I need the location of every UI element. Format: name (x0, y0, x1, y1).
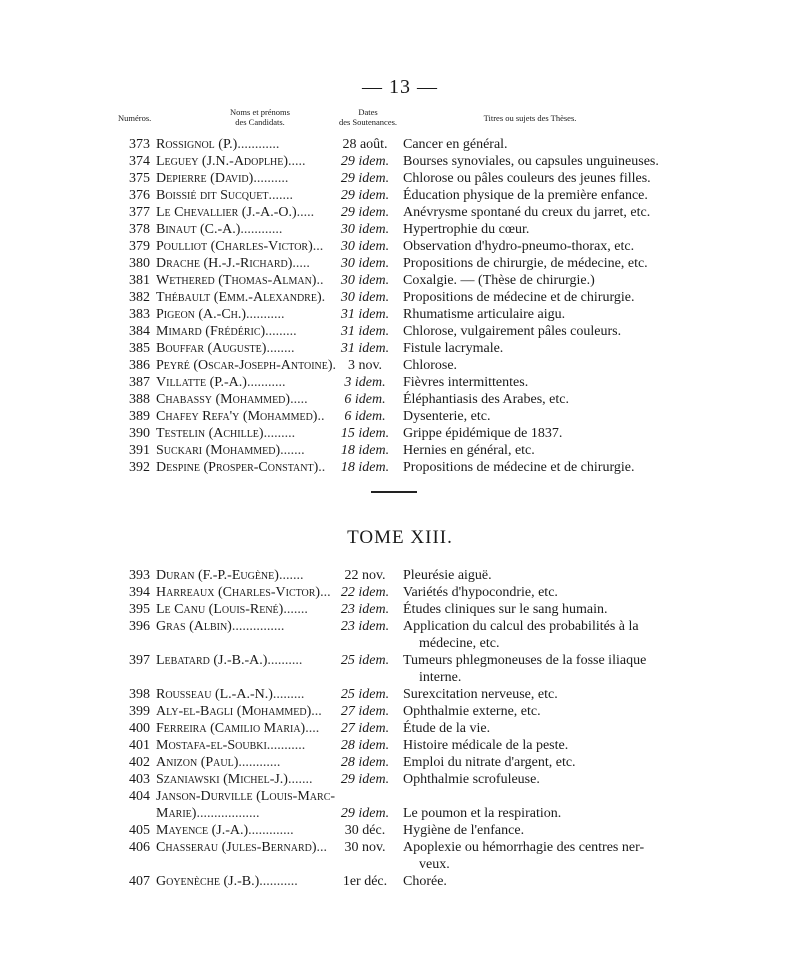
candidate-name: Drache (H.-J.-Richard) (156, 256, 293, 271)
table-row (0, 255, 800, 272)
thesis-number: 406 (129, 840, 150, 855)
defense-date: 6 idem. (344, 392, 386, 407)
defense-date: 30 idem. (340, 273, 390, 288)
leader-dots: ....... (283, 602, 308, 617)
thesis-title: Études cliniques sur le sang humain. (403, 602, 608, 617)
thesis-title: Propositions de chirurgie, de médecine, etc. (403, 256, 648, 271)
candidate-name: Aly-el-Bagli (Mohammed) (156, 704, 312, 719)
table-row (0, 805, 800, 822)
defense-date: 25 idem. (340, 687, 390, 702)
leader-dots: . (332, 358, 337, 373)
thesis-number: 405 (129, 823, 150, 838)
thesis-title: Bourses synoviales, ou capsules unguineuses. (403, 154, 659, 169)
thesis-number: 400 (129, 721, 150, 736)
thesis-number: 388 (129, 392, 150, 407)
candidate-name: Despine (Prosper-Constant) (156, 460, 319, 475)
thesis-title: Hernies en général, etc. (403, 443, 535, 458)
candidate-cell (156, 805, 332, 822)
defense-date: 30 idem. (340, 222, 390, 237)
thesis-title: Grippe épidémique de 1837. (403, 426, 563, 441)
leader-dots: ..... (296, 205, 315, 220)
table-row (0, 839, 800, 856)
header-noms-line1: Noms et prénoms (230, 107, 290, 117)
candidate-cell (156, 272, 332, 289)
thesis-title: Fièvres intermittentes. (403, 375, 529, 390)
defense-date: 18 idem. (340, 443, 390, 458)
thesis-title: Anévrysme spontané du creux du jarret, etc. (403, 205, 651, 220)
table-row (0, 822, 800, 839)
candidate-name: Villatte (P.-A.) (156, 375, 247, 390)
table-row (0, 703, 800, 720)
defense-date: 27 idem. (340, 721, 390, 736)
thesis-title: Histoire médicale de la peste. (403, 738, 569, 753)
defense-date: 22 idem. (340, 585, 390, 600)
candidate-cell (156, 374, 332, 391)
candidate-name: Boissié dit Sucquet (156, 188, 269, 203)
table-row (0, 737, 800, 754)
leader-dots: ........... (246, 375, 286, 390)
candidate-cell (156, 357, 337, 374)
candidate-cell (156, 686, 332, 703)
candidate-cell (156, 873, 332, 890)
thesis-number: 386 (129, 358, 150, 373)
defense-date: 3 idem. (344, 375, 386, 390)
candidate-name: Harreaux (Charles-Victor) (156, 585, 321, 600)
candidate-name: Mostafa-el-Soubki (156, 738, 267, 753)
title-continuation-397: interne. (419, 670, 462, 685)
candidate-name: Anizon (Paul) (156, 755, 239, 770)
candidate-name: Depierre (David) (156, 171, 254, 186)
table-row (0, 567, 800, 584)
table-row (0, 136, 800, 153)
header-numeros: Numéros. (118, 113, 152, 123)
candidate-cell (156, 839, 332, 856)
table-row (0, 323, 800, 340)
thesis-number: 401 (129, 738, 150, 753)
defense-date: 22 nov. (344, 568, 386, 583)
table-row (0, 720, 800, 737)
candidate-name: Szaniawski (Michel-J.) (156, 772, 288, 787)
section-divider (371, 491, 417, 493)
defense-date: 23 idem. (340, 602, 390, 617)
thesis-number: 389 (129, 409, 150, 424)
thesis-number: 384 (129, 324, 150, 339)
leader-dots: . (321, 290, 326, 305)
candidate-cell (156, 323, 332, 340)
defense-date: 29 idem. (340, 154, 390, 169)
thesis-title: Hygiène de l'enfance. (403, 823, 525, 838)
thesis-title: Chlorose ou pâles couleurs des jeunes filles. (403, 171, 651, 186)
candidate-cell (156, 754, 332, 771)
thesis-title: Chlorose, vulgairement pâles couleurs. (403, 324, 622, 339)
candidate-cell (156, 340, 332, 357)
candidate-cell (156, 442, 332, 459)
thesis-title: Hypertrophie du cœur. (403, 222, 530, 237)
header-dates-line2: des Soutenances. (338, 117, 398, 127)
leader-dots: .. (318, 460, 326, 475)
defense-date: 30 idem. (340, 239, 390, 254)
thesis-title: Dysenterie, etc. (403, 409, 491, 424)
table-row (0, 771, 800, 788)
candidate-cell (156, 136, 332, 153)
candidate-name: Mimard (Frédéric) (156, 324, 266, 339)
candidate-name: Duran (F.-P.-Eugène) (156, 568, 279, 583)
thesis-title: Ophthalmie scrofuleuse. (403, 772, 540, 787)
thesis-title: Propositions de médecine et de chirurgie. (403, 460, 635, 475)
candidate-name: Chafey Refa'y (Mohammed) (156, 409, 318, 424)
candidate-name: Chabassy (Mohammed) (156, 392, 291, 407)
leader-dots: .. (316, 273, 324, 288)
candidate-cell (156, 584, 332, 601)
thesis-title: Tumeurs phlegmoneuses de la fosse iliaque (403, 653, 647, 668)
candidate-cell (156, 822, 332, 839)
thesis-title: Cancer en général. (403, 137, 508, 152)
thesis-number: 377 (129, 205, 150, 220)
table-row (0, 584, 800, 601)
thesis-number: 387 (129, 375, 150, 390)
defense-date: 23 idem. (340, 619, 390, 634)
leader-dots: ..... (292, 256, 310, 271)
thesis-title: Application du calcul des probabilités à la (403, 619, 639, 634)
header-dates (333, 107, 403, 127)
candidate-cell (156, 255, 332, 272)
candidate-name: Poulliot (Charles-Victor) (156, 239, 313, 254)
table-row (0, 442, 800, 459)
table-row (0, 601, 800, 618)
thesis-number: 391 (129, 443, 150, 458)
candidate-name: Chasserau (Jules-Bernard) (156, 840, 317, 855)
candidate-cell (156, 391, 332, 408)
thesis-number: 376 (129, 188, 150, 203)
thesis-number: 404 (129, 789, 150, 804)
thesis-number: 398 (129, 687, 150, 702)
table-row (0, 391, 800, 408)
candidate-cell (156, 306, 332, 323)
thesis-number: 379 (129, 239, 150, 254)
candidate-cell (156, 238, 332, 255)
candidate-name: Gras (Albin) (156, 619, 232, 634)
thesis-number: 374 (129, 154, 150, 169)
leader-dots: ............... (231, 619, 285, 634)
defense-date: 31 idem. (340, 307, 390, 322)
header-noms (210, 107, 310, 127)
table-row (0, 788, 800, 805)
candidate-name: Thébault (Emm.-Alexandre) (156, 290, 322, 305)
thesis-title: Coxalgie. — (Thèse de chirurgie.) (403, 273, 595, 288)
leader-dots: ... (316, 840, 328, 855)
table-row (0, 153, 800, 170)
leader-dots: ....... (287, 772, 313, 787)
candidate-name: Goyenèche (J.-B.) (156, 874, 260, 889)
defense-date: 29 idem. (340, 188, 390, 203)
thesis-title: Fistule lacrymale. (403, 341, 504, 356)
candidate-cell (156, 771, 332, 788)
candidate-name: Janson-Durville (Louis-Marc- (156, 789, 336, 804)
leader-dots: ....... (268, 188, 293, 203)
thesis-number: 378 (129, 222, 150, 237)
table-row (0, 408, 800, 425)
candidate-name: Testelin (Achille) (156, 426, 264, 441)
thesis-number: 392 (129, 460, 150, 475)
candidate-cell (156, 618, 332, 635)
thesis-number: 394 (129, 585, 150, 600)
header-titres: Titres ou sujets des Thèses. (483, 113, 577, 123)
thesis-title: Ophthalmie externe, etc. (403, 704, 541, 719)
candidate-cell (156, 408, 332, 425)
leader-dots: ............ (238, 755, 281, 770)
table-row (0, 204, 800, 221)
table-row (0, 238, 800, 255)
defense-date: 28 idem. (340, 738, 390, 753)
thesis-title: Propositions de médecine et de chirurgie. (403, 290, 635, 305)
leader-dots: ........ (266, 341, 295, 356)
defense-date: 29 idem. (340, 171, 390, 186)
candidate-name: Peyré (Oscar-Joseph-Antoine) (156, 358, 333, 373)
table-row (0, 754, 800, 771)
candidate-cell (156, 788, 336, 805)
leader-dots: ............ (240, 222, 283, 237)
leader-dots: ... (312, 239, 324, 254)
candidate-name: Binaut (C.-A.) (156, 222, 241, 237)
candidate-name: Rousseau (L.-A.-N.) (156, 687, 273, 702)
defense-date: 27 idem. (340, 704, 390, 719)
candidate-name: Pigeon (A.-Ch.) (156, 307, 247, 322)
thesis-title: Étude de la vie. (403, 721, 491, 736)
table-row (0, 652, 800, 669)
thesis-title: Éléphantiasis des Arabes, etc. (403, 392, 570, 407)
thesis-title: Éducation physique de la première enfance. (403, 188, 648, 203)
candidate-name: Ferreira (Camilio Maria) (156, 721, 306, 736)
thesis-title: Chorée. (403, 874, 447, 889)
leader-dots: ............. (248, 823, 294, 838)
defense-date: 30 déc. (344, 823, 386, 838)
leader-dots: ....... (280, 443, 305, 458)
candidate-cell (156, 459, 332, 476)
candidate-name: Mayence (J.-A.) (156, 823, 249, 838)
leader-dots: ..... (288, 154, 306, 169)
candidate-cell (156, 204, 332, 221)
leader-dots: .................. (196, 806, 260, 821)
thesis-number: 397 (129, 653, 150, 668)
thesis-title: Variétés d'hypocondrie, etc. (403, 585, 558, 600)
thesis-title: Rhumatisme articulaire aigu. (403, 307, 566, 322)
title-continuation-406: veux. (419, 857, 450, 872)
defense-date: 28 août. (342, 137, 388, 152)
defense-date: 30 idem. (340, 290, 390, 305)
thesis-title: Pleurésie aiguë. (403, 568, 492, 583)
thesis-number: 383 (129, 307, 150, 322)
leader-dots: .. (317, 409, 325, 424)
table-row (0, 306, 800, 323)
thesis-title: Surexcitation nerveuse, etc. (403, 687, 558, 702)
candidate-cell (156, 221, 332, 238)
leader-dots: ... (311, 704, 322, 719)
thesis-title: Observation d'hydro-pneumo-thorax, etc. (403, 239, 635, 254)
defense-date: 29 idem. (340, 205, 390, 220)
thesis-number: 390 (129, 426, 150, 441)
thesis-number: 396 (129, 619, 150, 634)
table-row (0, 272, 800, 289)
thesis-title: Apoplexie ou hémorrhagie des centres ner- (403, 840, 645, 855)
defense-date: 30 idem. (340, 256, 390, 271)
candidate-name: Wethered (Thomas-Alman) (156, 273, 317, 288)
defense-date: 29 idem. (340, 806, 390, 821)
candidate-cell (156, 153, 332, 170)
candidate-name: Marie) (156, 806, 197, 821)
thesis-number: 373 (129, 137, 150, 152)
table-row (0, 170, 800, 187)
candidate-name: Suckari (Mohammed) (156, 443, 281, 458)
defense-date: 30 nov. (344, 840, 386, 855)
candidate-name: Leguey (J.N.-Adoplhe) (156, 154, 289, 169)
table-row (0, 873, 800, 890)
thesis-number: 403 (129, 772, 150, 787)
table-row (0, 187, 800, 204)
leader-dots: ........... (259, 874, 298, 889)
candidate-cell (156, 601, 332, 618)
leader-dots: ............ (237, 137, 280, 152)
leader-dots: ......... (272, 687, 305, 702)
candidate-cell (156, 737, 332, 754)
leader-dots: ....... (278, 568, 304, 583)
candidate-cell (156, 187, 332, 204)
defense-date: 31 idem. (340, 341, 390, 356)
tome-heading: TOME XIII. (347, 527, 453, 548)
table-row (0, 374, 800, 391)
table-row (0, 686, 800, 703)
defense-date: 25 idem. (340, 653, 390, 668)
thesis-number: 375 (129, 171, 150, 186)
thesis-number: 402 (129, 755, 150, 770)
defense-date: 1er déc. (342, 874, 388, 889)
candidate-name: Le Canu (Louis-René) (156, 602, 284, 617)
thesis-number: 393 (129, 568, 150, 583)
leader-dots: ... (320, 585, 331, 600)
thesis-title: Le poumon et la respiration. (403, 806, 562, 821)
leader-dots: .... (305, 721, 320, 736)
leader-dots: ........... (246, 307, 285, 322)
candidate-cell (156, 425, 332, 442)
candidate-cell (156, 720, 332, 737)
candidate-name: Lebatard (J.-B.-A.) (156, 653, 268, 668)
candidate-name: Le Chevallier (J.-A.-O.) (156, 205, 297, 220)
candidate-cell (156, 703, 332, 720)
thesis-number: 407 (129, 874, 150, 889)
thesis-number: 399 (129, 704, 150, 719)
thesis-title: Chlorose. (403, 358, 458, 373)
candidate-cell (156, 652, 332, 669)
page-number: — 13 — (362, 76, 438, 98)
leader-dots: .......... (253, 171, 289, 186)
defense-date: 28 idem. (340, 755, 390, 770)
leader-dots: ..... (290, 392, 308, 407)
candidate-cell (156, 170, 332, 187)
leader-dots: .......... (267, 653, 303, 668)
defense-date: 18 idem. (340, 460, 390, 475)
thesis-number: 381 (129, 273, 150, 288)
table-row (0, 459, 800, 476)
header-noms-line2: des Candidats. (235, 117, 285, 127)
thesis-title: Emploi du nitrate d'argent, etc. (403, 755, 576, 770)
candidate-name: Bouffar (Auguste) (156, 341, 267, 356)
table-row (0, 221, 800, 238)
table-row (0, 618, 800, 635)
defense-date: 31 idem. (340, 324, 390, 339)
candidate-cell (156, 289, 332, 306)
thesis-number: 385 (129, 341, 150, 356)
table-row (0, 425, 800, 442)
candidate-name: Rossignol (P.) (156, 137, 238, 152)
table-row (0, 357, 800, 374)
defense-date: 6 idem. (344, 409, 386, 424)
leader-dots: ......... (265, 324, 297, 339)
thesis-number: 380 (129, 256, 150, 271)
defense-date: 15 idem. (340, 426, 390, 441)
table-row (0, 340, 800, 357)
thesis-number: 395 (129, 602, 150, 617)
defense-date: 3 nov. (347, 358, 383, 373)
table-row (0, 289, 800, 306)
leader-dots: ........... (266, 738, 306, 753)
leader-dots: ......... (263, 426, 296, 441)
title-continuation-396: médecine, etc. (419, 636, 500, 651)
candidate-cell (156, 567, 332, 584)
thesis-number: 382 (129, 290, 150, 305)
header-dates-line1: Dates (358, 107, 378, 117)
defense-date: 29 idem. (340, 772, 390, 787)
